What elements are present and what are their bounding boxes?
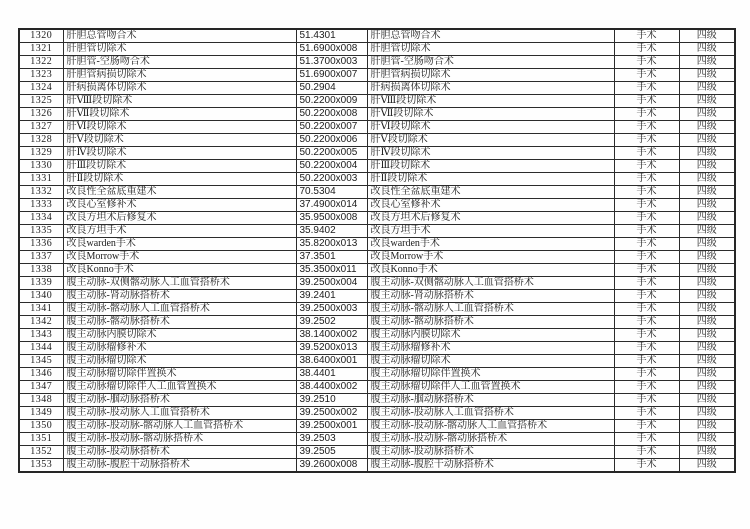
procedure-name-cell: 腹主动脉-髂动脉搭桥术 (63, 316, 296, 329)
level-cell: 四级 (679, 147, 735, 160)
procedure-code-cell: 39.2510 (296, 394, 367, 407)
category-cell: 手术 (614, 459, 679, 473)
procedure-name-cell: 腹主动脉-腘动脉搭桥术 (63, 394, 296, 407)
procedure-name-repeat-cell: 肝Ⅳ段切除术 (367, 147, 614, 160)
procedure-name-repeat-cell: 改良Morrow手术 (367, 251, 614, 264)
level-cell: 四级 (679, 394, 735, 407)
row-number-cell: 1333 (19, 199, 63, 212)
row-number-cell: 1343 (19, 329, 63, 342)
procedure-code-cell: 39.2505 (296, 446, 367, 459)
procedure-name-cell: 改良warden手术 (63, 238, 296, 251)
procedure-name-cell: 肝Ⅳ段切除术 (63, 147, 296, 160)
row-number-cell: 1332 (19, 186, 63, 199)
category-cell: 手术 (614, 95, 679, 108)
table-row (19, 199, 735, 212)
level-cell: 四级 (679, 160, 735, 173)
table-row (19, 303, 735, 316)
category-cell: 手术 (614, 355, 679, 368)
table-row (19, 290, 735, 303)
procedure-name-repeat-cell: 腹主动脉-肾动脉搭桥术 (367, 290, 614, 303)
level-cell: 四级 (679, 238, 735, 251)
level-cell: 四级 (679, 225, 735, 238)
row-number-cell: 1352 (19, 446, 63, 459)
category-cell: 手术 (614, 420, 679, 433)
category-cell: 手术 (614, 342, 679, 355)
category-cell: 手术 (614, 407, 679, 420)
level-cell: 四级 (679, 251, 735, 264)
level-cell: 四级 (679, 43, 735, 56)
row-number-cell: 1344 (19, 342, 63, 355)
level-cell: 四级 (679, 342, 735, 355)
table-row (19, 69, 735, 82)
row-number-cell: 1353 (19, 459, 63, 473)
table-row (19, 420, 735, 433)
table-row (19, 160, 735, 173)
row-number-cell: 1350 (19, 420, 63, 433)
procedure-name-cell: 改良方坦手术 (63, 225, 296, 238)
procedure-name-repeat-cell: 改良心室修补术 (367, 199, 614, 212)
row-number-cell: 1334 (19, 212, 63, 225)
category-cell: 手术 (614, 238, 679, 251)
level-cell: 四级 (679, 277, 735, 290)
row-number-cell: 1347 (19, 381, 63, 394)
level-cell: 四级 (679, 433, 735, 446)
row-number-cell: 1345 (19, 355, 63, 368)
procedure-name-repeat-cell: 腹主动脉-髂动脉人工血管搭桥术 (367, 303, 614, 316)
level-cell: 四级 (679, 264, 735, 277)
table-row (19, 82, 735, 95)
category-cell: 手术 (614, 108, 679, 121)
procedure-name-cell: 腹主动脉瘤切除伴人工血管置换术 (63, 381, 296, 394)
level-cell: 四级 (679, 69, 735, 82)
level-cell: 四级 (679, 303, 735, 316)
procedure-name-repeat-cell: 肝病损离体切除术 (367, 82, 614, 95)
level-cell: 四级 (679, 459, 735, 473)
category-cell: 手术 (614, 303, 679, 316)
procedure-code-cell: 35.9402 (296, 225, 367, 238)
category-cell: 手术 (614, 82, 679, 95)
row-number-cell: 1342 (19, 316, 63, 329)
category-cell: 手术 (614, 251, 679, 264)
procedure-name-cell: 肝Ⅵ段切除术 (63, 121, 296, 134)
procedure-code-cell: 50.2200x006 (296, 134, 367, 147)
category-cell: 手术 (614, 56, 679, 69)
row-number-cell: 1340 (19, 290, 63, 303)
level-cell: 四级 (679, 108, 735, 121)
procedure-code-cell: 39.2503 (296, 433, 367, 446)
procedure-code-cell: 39.5200x013 (296, 342, 367, 355)
procedure-name-cell: 改良Konno手术 (63, 264, 296, 277)
procedure-code-cell: 39.2500x004 (296, 277, 367, 290)
level-cell: 四级 (679, 173, 735, 186)
procedure-name-cell: 肝胆管-空肠吻合术 (63, 56, 296, 69)
table-row (19, 173, 735, 186)
procedure-name-repeat-cell: 改良Konno手术 (367, 264, 614, 277)
procedure-name-cell: 腹主动脉-肾动脉搭桥术 (63, 290, 296, 303)
table-row (19, 316, 735, 329)
category-cell: 手术 (614, 199, 679, 212)
procedure-name-cell: 改良性全盆底重建术 (63, 186, 296, 199)
row-number-cell: 1337 (19, 251, 63, 264)
category-cell: 手术 (614, 394, 679, 407)
procedure-name-repeat-cell: 腹主动脉-双侧髂动脉人工血管搭桥术 (367, 277, 614, 290)
row-number-cell: 1320 (19, 29, 63, 43)
table-row (19, 29, 735, 43)
level-cell: 四级 (679, 186, 735, 199)
procedure-code-cell: 51.6900x007 (296, 69, 367, 82)
category-cell: 手术 (614, 368, 679, 381)
procedure-code-cell: 35.3500x011 (296, 264, 367, 277)
procedure-name-cell: 改良心室修补术 (63, 199, 296, 212)
procedure-name-cell: 肝胆总管吻合术 (63, 29, 296, 43)
level-cell: 四级 (679, 381, 735, 394)
procedure-code-cell: 51.6900x008 (296, 43, 367, 56)
table-row (19, 368, 735, 381)
level-cell: 四级 (679, 420, 735, 433)
level-cell: 四级 (679, 29, 735, 43)
table-row (19, 134, 735, 147)
procedure-code-cell: 50.2200x005 (296, 147, 367, 160)
row-number-cell: 1331 (19, 173, 63, 186)
level-cell: 四级 (679, 446, 735, 459)
category-cell: 手术 (614, 147, 679, 160)
table-row (19, 95, 735, 108)
procedure-name-repeat-cell: 肝Ⅷ段切除术 (367, 95, 614, 108)
table-row (19, 355, 735, 368)
category-cell: 手术 (614, 43, 679, 56)
procedure-name-repeat-cell: 腹主动脉-股动脉搭桥术 (367, 446, 614, 459)
procedure-name-cell: 腹主动脉-股动脉搭桥术 (63, 446, 296, 459)
procedure-code-cell: 38.1400x002 (296, 329, 367, 342)
row-number-cell: 1321 (19, 43, 63, 56)
procedure-code-cell: 50.2200x007 (296, 121, 367, 134)
row-number-cell: 1348 (19, 394, 63, 407)
table-row (19, 381, 735, 394)
row-number-cell: 1327 (19, 121, 63, 134)
category-cell: 手术 (614, 433, 679, 446)
procedure-name-cell: 腹主动脉-股动脉人工血管搭桥术 (63, 407, 296, 420)
procedure-code-cell: 50.2200x004 (296, 160, 367, 173)
procedure-name-cell: 肝Ⅷ段切除术 (63, 95, 296, 108)
table-row (19, 342, 735, 355)
category-cell: 手术 (614, 69, 679, 82)
table-row (19, 121, 735, 134)
table-row (19, 394, 735, 407)
table-row (19, 212, 735, 225)
procedure-code-cell: 39.2500x001 (296, 420, 367, 433)
table-row (19, 56, 735, 69)
procedure-code-cell: 39.2600x008 (296, 459, 367, 473)
procedure-name-cell: 腹主动脉-双侧髂动脉人工血管搭桥术 (63, 277, 296, 290)
procedure-name-cell: 肝Ⅲ段切除术 (63, 160, 296, 173)
table-row (19, 433, 735, 446)
category-cell: 手术 (614, 173, 679, 186)
procedure-code-cell: 50.2200x009 (296, 95, 367, 108)
row-number-cell: 1351 (19, 433, 63, 446)
row-number-cell: 1322 (19, 56, 63, 69)
procedure-name-cell: 改良方坦术后修复术 (63, 212, 296, 225)
procedure-code-cell: 50.2904 (296, 82, 367, 95)
row-number-cell: 1339 (19, 277, 63, 290)
procedure-code-cell: 38.6400x001 (296, 355, 367, 368)
procedure-name-repeat-cell: 腹主动脉-股动脉-髂动脉搭桥术 (367, 433, 614, 446)
category-cell: 手术 (614, 186, 679, 199)
level-cell: 四级 (679, 121, 735, 134)
category-cell: 手术 (614, 277, 679, 290)
procedure-name-repeat-cell: 改良方坦术后修复术 (367, 212, 614, 225)
procedure-name-cell: 腹主动脉瘤切除伴置换术 (63, 368, 296, 381)
level-cell: 四级 (679, 212, 735, 225)
level-cell: 四级 (679, 368, 735, 381)
procedure-code-cell: 50.2200x003 (296, 173, 367, 186)
row-number-cell: 1328 (19, 134, 63, 147)
procedure-code-cell: 37.3501 (296, 251, 367, 264)
category-cell: 手术 (614, 446, 679, 459)
procedure-code-cell: 39.2500x003 (296, 303, 367, 316)
procedure-name-repeat-cell: 改良方坦手术 (367, 225, 614, 238)
procedure-name-repeat-cell: 腹主动脉内膜切除术 (367, 329, 614, 342)
table-row (19, 251, 735, 264)
procedure-name-cell: 肝Ⅶ段切除术 (63, 108, 296, 121)
procedure-code-cell: 39.2500x002 (296, 407, 367, 420)
procedure-name-cell: 腹主动脉瘤切除术 (63, 355, 296, 368)
table-row (19, 43, 735, 56)
level-cell: 四级 (679, 355, 735, 368)
row-number-cell: 1329 (19, 147, 63, 160)
procedure-name-cell: 腹主动脉-腹腔干动脉搭桥术 (63, 459, 296, 473)
procedure-name-cell: 腹主动脉-股动脉-髂动脉搭桥术 (63, 433, 296, 446)
procedure-code-cell: 51.3700x003 (296, 56, 367, 69)
procedure-name-cell: 肝胆管病损切除术 (63, 69, 296, 82)
row-number-cell: 1338 (19, 264, 63, 277)
procedure-name-cell: 腹主动脉-股动脉-髂动脉人工血管搭桥术 (63, 420, 296, 433)
category-cell: 手术 (614, 290, 679, 303)
procedure-name-repeat-cell: 肝Ⅲ段切除术 (367, 160, 614, 173)
procedure-name-cell: 肝病损离体切除术 (63, 82, 296, 95)
table-row (19, 264, 735, 277)
level-cell: 四级 (679, 290, 735, 303)
table-row (19, 459, 735, 473)
level-cell: 四级 (679, 134, 735, 147)
category-cell: 手术 (614, 316, 679, 329)
procedure-code-cell: 35.9500x008 (296, 212, 367, 225)
procedure-name-repeat-cell: 肝Ⅴ段切除术 (367, 134, 614, 147)
row-number-cell: 1326 (19, 108, 63, 121)
procedure-name-cell: 肝胆管切除术 (63, 43, 296, 56)
level-cell: 四级 (679, 82, 735, 95)
category-cell: 手术 (614, 160, 679, 173)
level-cell: 四级 (679, 407, 735, 420)
procedure-name-repeat-cell: 腹主动脉瘤修补术 (367, 342, 614, 355)
procedure-name-repeat-cell: 改良性全盆底重建术 (367, 186, 614, 199)
row-number-cell: 1346 (19, 368, 63, 381)
row-number-cell: 1323 (19, 69, 63, 82)
procedure-code-cell: 39.2401 (296, 290, 367, 303)
table-row (19, 446, 735, 459)
category-cell: 手术 (614, 225, 679, 238)
row-number-cell: 1330 (19, 160, 63, 173)
level-cell: 四级 (679, 199, 735, 212)
procedure-name-repeat-cell: 腹主动脉-腹腔干动脉搭桥术 (367, 459, 614, 473)
procedure-code-cell: 37.4900x014 (296, 199, 367, 212)
row-number-cell: 1336 (19, 238, 63, 251)
procedure-name-cell: 腹主动脉-髂动脉人工血管搭桥术 (63, 303, 296, 316)
procedure-code-cell: 70.5304 (296, 186, 367, 199)
category-cell: 手术 (614, 212, 679, 225)
procedure-code-cell: 35.8200x013 (296, 238, 367, 251)
procedure-name-repeat-cell: 肝胆管病损切除术 (367, 69, 614, 82)
table-row (19, 277, 735, 290)
procedure-name-cell: 肝Ⅱ段切除术 (63, 173, 296, 186)
row-number-cell: 1335 (19, 225, 63, 238)
procedure-name-repeat-cell: 腹主动脉瘤切除术 (367, 355, 614, 368)
procedure-name-repeat-cell: 肝胆管切除术 (367, 43, 614, 56)
procedure-name-repeat-cell: 腹主动脉-髂动脉搭桥术 (367, 316, 614, 329)
procedure-code-cell: 38.4401 (296, 368, 367, 381)
category-cell: 手术 (614, 264, 679, 277)
category-cell: 手术 (614, 329, 679, 342)
table-row (19, 407, 735, 420)
procedure-name-cell: 腹主动脉瘤修补术 (63, 342, 296, 355)
procedure-name-repeat-cell: 腹主动脉-腘动脉搭桥术 (367, 394, 614, 407)
procedure-code-cell: 51.4301 (296, 29, 367, 43)
category-cell: 手术 (614, 381, 679, 394)
procedure-name-repeat-cell: 腹主动脉瘤切除伴人工血管置换术 (367, 381, 614, 394)
category-cell: 手术 (614, 134, 679, 147)
procedure-name-repeat-cell: 改良warden手术 (367, 238, 614, 251)
category-cell: 手术 (614, 121, 679, 134)
procedure-code-cell: 50.2200x008 (296, 108, 367, 121)
procedure-name-repeat-cell: 肝胆管-空肠吻合术 (367, 56, 614, 69)
level-cell: 四级 (679, 95, 735, 108)
procedure-name-cell: 肝Ⅴ段切除术 (63, 134, 296, 147)
procedure-table (18, 28, 736, 473)
table-row (19, 329, 735, 342)
category-cell: 手术 (614, 29, 679, 43)
row-number-cell: 1349 (19, 407, 63, 420)
procedure-name-repeat-cell: 腹主动脉-股动脉人工血管搭桥术 (367, 407, 614, 420)
table-row (19, 147, 735, 160)
level-cell: 四级 (679, 316, 735, 329)
row-number-cell: 1325 (19, 95, 63, 108)
table-row (19, 108, 735, 121)
procedure-name-repeat-cell: 腹主动脉-股动脉-髂动脉人工血管搭桥术 (367, 420, 614, 433)
procedure-code-cell: 39.2502 (296, 316, 367, 329)
procedure-name-repeat-cell: 腹主动脉瘤切除伴置换术 (367, 368, 614, 381)
procedure-name-repeat-cell: 肝Ⅵ段切除术 (367, 121, 614, 134)
procedure-name-repeat-cell: 肝Ⅱ段切除术 (367, 173, 614, 186)
level-cell: 四级 (679, 329, 735, 342)
row-number-cell: 1324 (19, 82, 63, 95)
row-number-cell: 1341 (19, 303, 63, 316)
table-row (19, 238, 735, 251)
procedure-name-repeat-cell: 肝Ⅶ段切除术 (367, 108, 614, 121)
procedure-name-cell: 改良Morrow手术 (63, 251, 296, 264)
table-row (19, 186, 735, 199)
table-row (19, 225, 735, 238)
procedure-name-cell: 腹主动脉内膜切除术 (63, 329, 296, 342)
procedure-code-cell: 38.4400x002 (296, 381, 367, 394)
level-cell: 四级 (679, 56, 735, 69)
procedure-name-repeat-cell: 肝胆总管吻合术 (367, 29, 614, 43)
procedure-table-body (19, 29, 735, 472)
